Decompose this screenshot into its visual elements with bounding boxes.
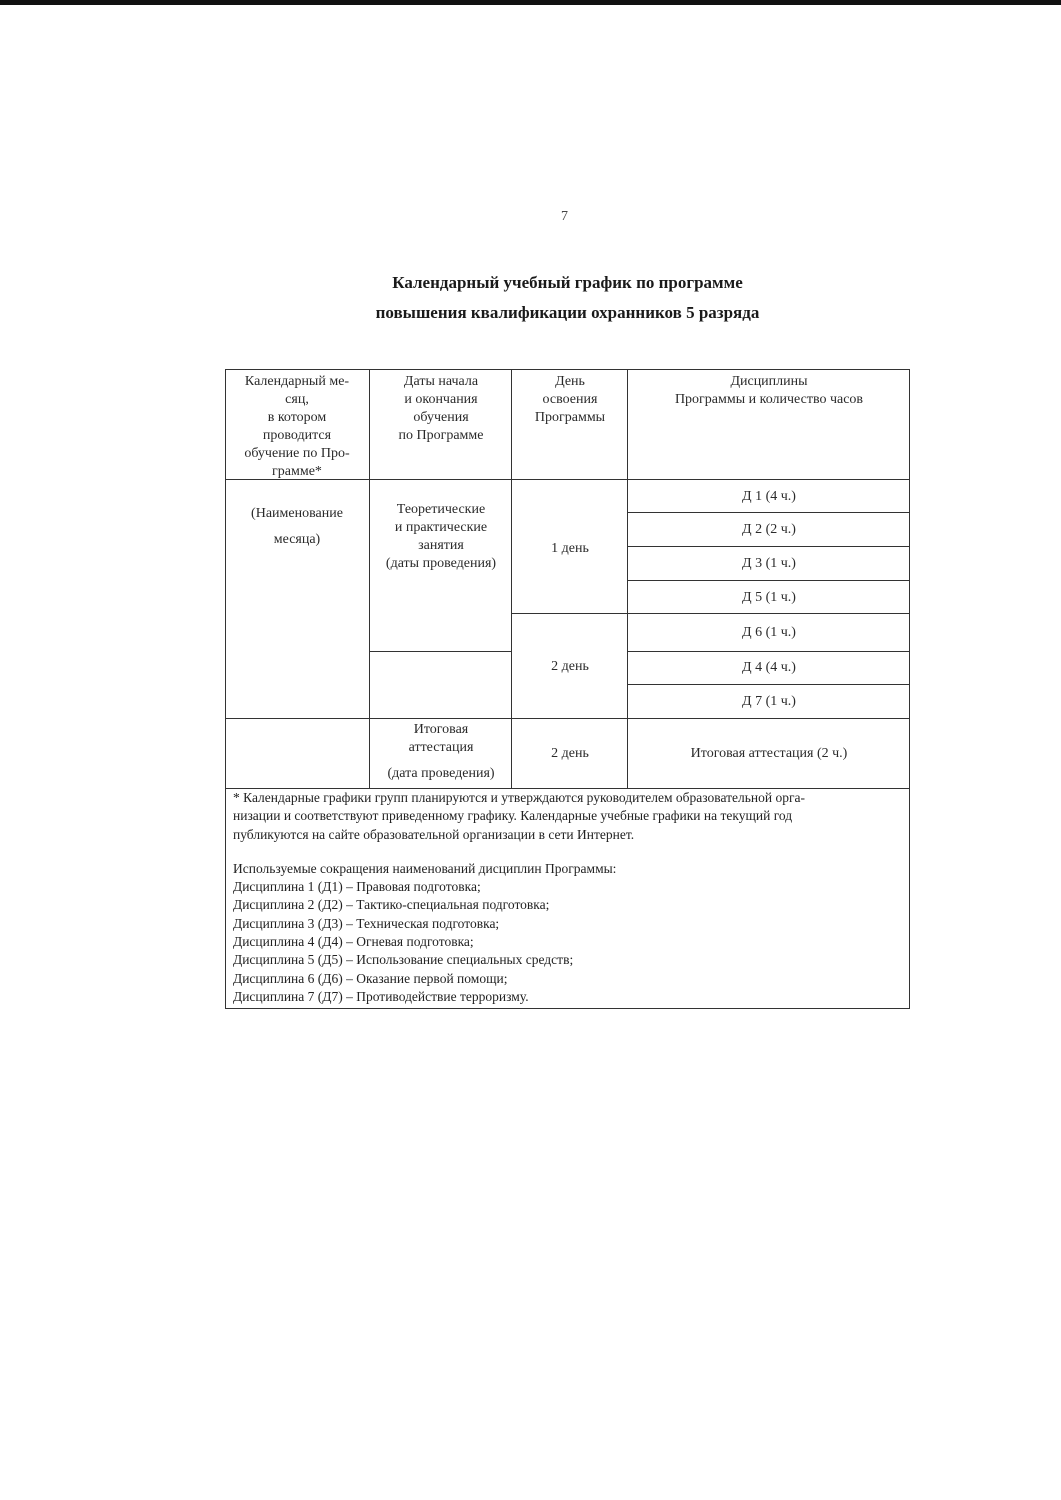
footnote-line: низации и соответствуют приведенному графику. Календарные учебные графики на текущий год xyxy=(233,808,793,824)
table-notes xyxy=(233,789,903,1006)
header-day-line: освоения xyxy=(542,392,598,407)
discipline-item: Д 1 (4 ч.) xyxy=(742,489,796,504)
row-line-d3 xyxy=(627,546,910,547)
header-dates xyxy=(371,373,511,445)
header-month-line: Календарный ме- xyxy=(244,374,350,389)
final-discipline: Итоговая аттестация (2 ч.) xyxy=(690,746,848,761)
abbreviation-item: Дисциплина 1 (Д1) – Правовая подготовка; xyxy=(233,879,481,895)
discipline-item: Д 5 (1 ч.) xyxy=(742,590,796,605)
row-line-d5 xyxy=(627,580,910,581)
month-placeholder xyxy=(227,501,367,553)
classes-cell xyxy=(371,501,511,573)
classes-line: занятия xyxy=(418,538,464,553)
final-day: 2 день xyxy=(551,746,589,761)
day-1-label: 1 день xyxy=(551,541,589,556)
row-line-d7 xyxy=(627,684,910,685)
abbreviation-item: Дисциплина 3 (Д3) – Техническая подготовка; xyxy=(233,915,500,931)
classes-line: Теоретические xyxy=(396,502,486,517)
month-placeholder-line: месяца) xyxy=(273,532,321,547)
document-title xyxy=(0,268,1061,328)
header-day-line: Программы xyxy=(534,410,606,425)
day-2-label: 2 день xyxy=(551,659,589,674)
table-border-left xyxy=(225,369,226,1009)
final-attestation-line: аттестация xyxy=(408,740,474,755)
abbreviation-item: Дисциплина 2 (Д2) – Тактико-специальная подготовка; xyxy=(233,897,550,913)
title-line-1: Календарный учебный график по программе xyxy=(392,273,743,292)
header-month-line: грамме* xyxy=(272,464,322,479)
row-line-final xyxy=(225,718,910,719)
header-day-line: День xyxy=(555,374,585,389)
col-divider-1 xyxy=(369,369,370,788)
discipline-item: Д 3 (1 ч.) xyxy=(742,556,796,571)
header-day xyxy=(513,373,627,427)
abbreviations-title: Используемые сокращения наименований дисциплин Программы: xyxy=(233,860,617,876)
discipline-item: Д 7 (1 ч.) xyxy=(742,694,796,709)
discipline-item: Д 2 (2 ч.) xyxy=(742,522,796,537)
scan-top-edge xyxy=(0,0,1061,5)
row-line-day2 xyxy=(511,613,910,614)
final-attestation-line: Итоговая xyxy=(413,722,469,737)
header-disciplines xyxy=(629,373,909,409)
footnote-line: * Календарные графики групп планируются и утверждаются руководителем образовательной орга- xyxy=(233,790,805,805)
table-border-bottom xyxy=(225,1008,910,1009)
title-line-2: повышения квалификации охранников 5 разряда xyxy=(375,303,760,322)
month-placeholder-line: (Наименование xyxy=(251,506,343,521)
classes-line: и практические xyxy=(394,520,488,535)
header-month-line: сяц, xyxy=(285,392,309,407)
header-disciplines-line: Программы и количество часов xyxy=(674,392,864,407)
page-number: 7 xyxy=(561,209,568,224)
abbreviation-item: Дисциплина 6 (Д6) – Оказание первой помощи; xyxy=(233,970,508,986)
discipline-item: Д 6 (1 ч.) xyxy=(742,625,796,640)
classes-line: (даты проведения) xyxy=(385,556,497,571)
discipline-item: Д 4 (4 ч.) xyxy=(742,660,796,675)
header-dates-line: и окончания xyxy=(404,392,478,407)
header-dates-line: по Программе xyxy=(398,428,484,443)
header-month-line: обучение по Про- xyxy=(244,446,350,461)
header-month xyxy=(227,373,367,481)
final-attestation-date: (дата проведения) xyxy=(387,766,495,781)
row-line-d4 xyxy=(627,651,910,652)
table-border-top xyxy=(225,369,910,370)
header-dates-line: Даты начала xyxy=(403,374,479,389)
table-border-right xyxy=(909,369,910,1009)
final-attestation-label xyxy=(371,721,511,783)
col-divider-3 xyxy=(627,369,628,788)
header-disciplines-line: Дисциплины xyxy=(730,374,808,389)
row-line-dates-split xyxy=(369,651,511,652)
abbreviation-item: Дисциплина 4 (Д4) – Огневая подготовка; xyxy=(233,934,474,950)
abbreviation-item: Дисциплина 5 (Д5) – Использование специальных средств; xyxy=(233,952,574,968)
col-divider-2 xyxy=(511,369,512,788)
footnote-line: публикуются на сайте образовательной организации в сети Интернет. xyxy=(233,826,635,842)
row-line-d2 xyxy=(627,512,910,513)
header-month-line: в котором xyxy=(267,410,327,425)
abbreviation-item: Дисциплина 7 (Д7) – Противодействие терроризму. xyxy=(233,988,529,1004)
header-dates-line: обучения xyxy=(413,410,469,425)
header-month-line: проводится xyxy=(262,428,332,443)
